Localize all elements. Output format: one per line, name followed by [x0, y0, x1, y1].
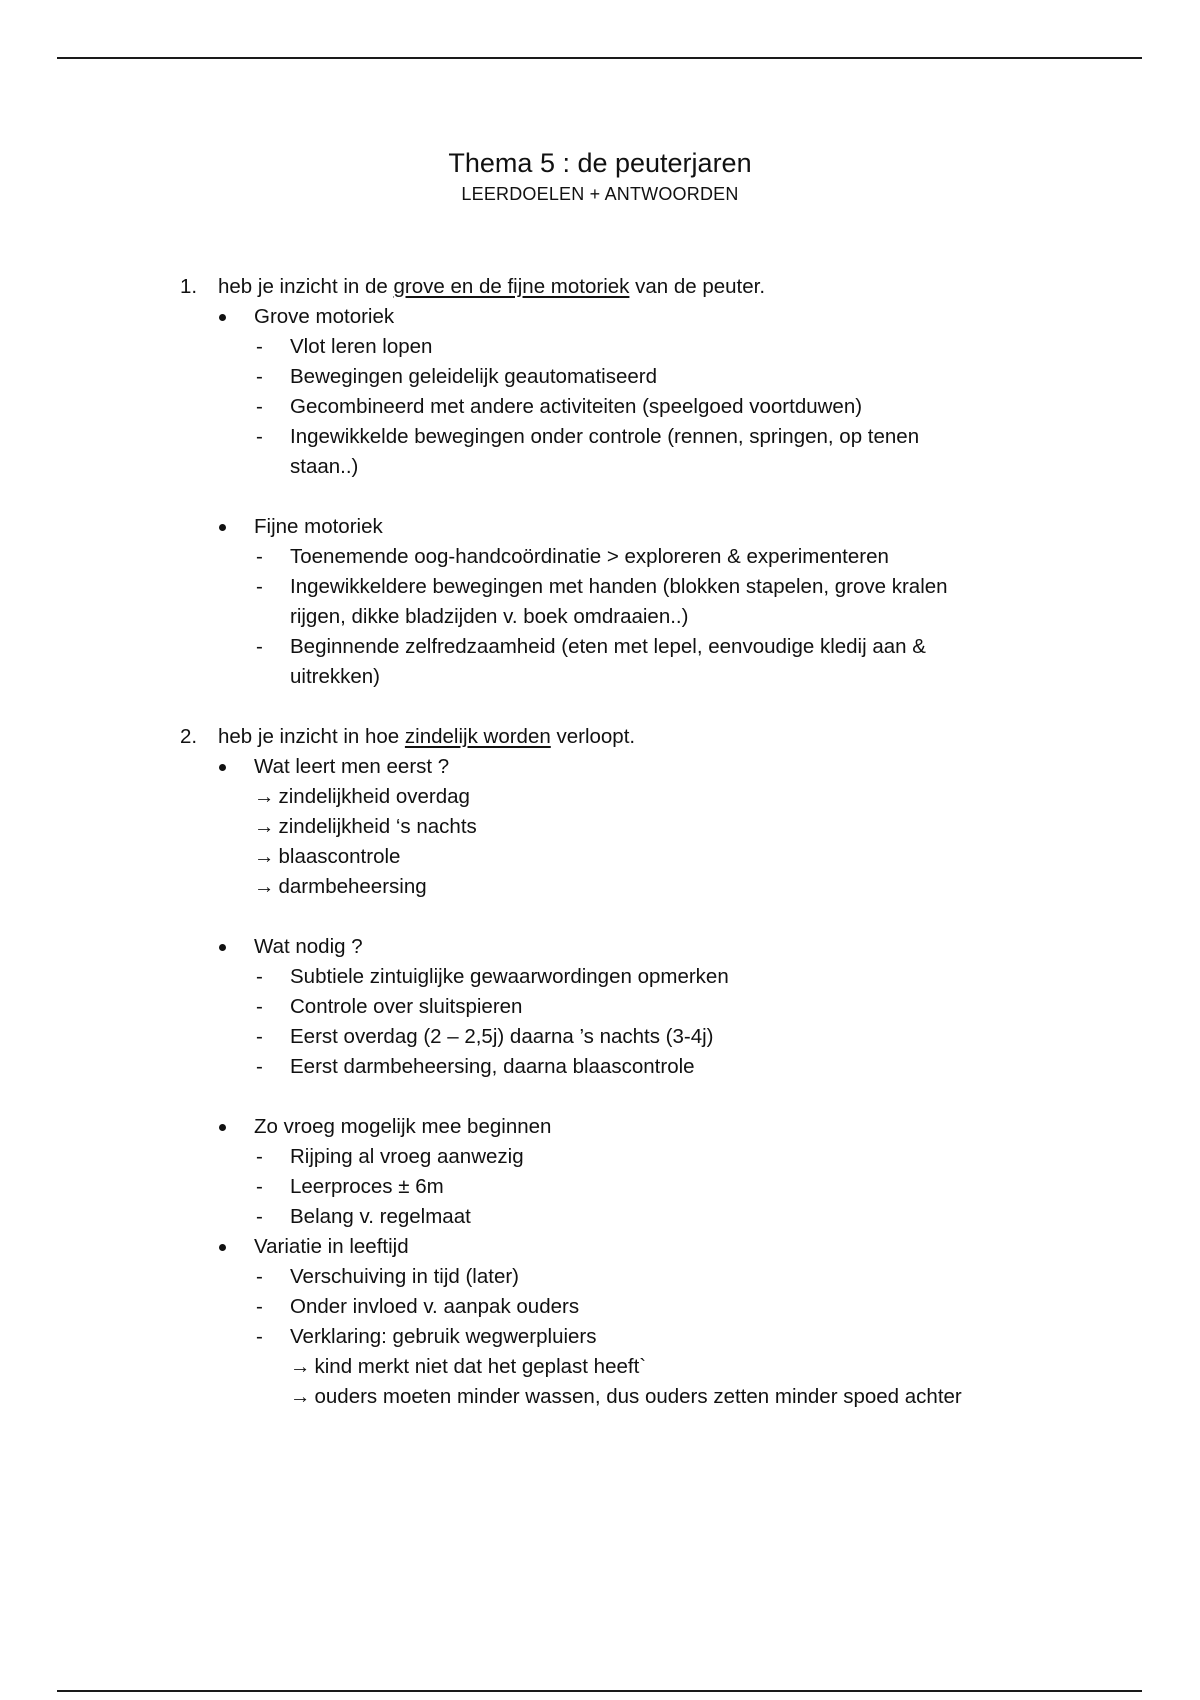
arrow-item	[0, 1382, 1200, 1412]
list-item-text: Beginnende zelfredzaamheid (eten met lepel, eenvoudige kledij aan &	[290, 635, 926, 658]
bullet-heading: Zo vroeg mogelijk mee beginnen	[254, 1115, 552, 1138]
bullet-icon	[219, 524, 226, 531]
title-block	[0, 146, 1200, 206]
arrow-item	[0, 842, 1200, 872]
arrow-item-text: kind merkt niet dat het geplast heeft`	[314, 1355, 647, 1378]
list-item	[0, 992, 1200, 1022]
list-item-text: Leerproces ± 6m	[290, 1175, 444, 1198]
arrow-item-text: darmbeheersing	[278, 875, 427, 898]
spacer	[0, 692, 1200, 722]
list-item-continuation	[0, 662, 1200, 692]
question-text	[218, 722, 635, 752]
dash-icon: -	[256, 1205, 263, 1228]
question-text-pre: heb je inzicht in de	[218, 275, 394, 298]
list-item	[0, 1292, 1200, 1322]
list-item-text: Vlot leren lopen	[290, 335, 433, 358]
arrow-item	[0, 1352, 1200, 1382]
question-text	[218, 272, 765, 302]
arrow-right-icon: →	[254, 845, 275, 868]
question-1	[0, 272, 1200, 302]
question-text-underlined: zindelijk worden	[404, 725, 551, 748]
bullet-grove-motoriek	[0, 302, 1200, 332]
list-item	[0, 1262, 1200, 1292]
list-item	[0, 392, 1200, 422]
list-item	[0, 362, 1200, 392]
list-item-text: Bewegingen geleidelijk geautomatiseerd	[290, 365, 657, 388]
bullet-icon	[219, 1124, 226, 1131]
list-item	[0, 962, 1200, 992]
arrow-right-icon: →	[254, 875, 275, 898]
question-text-pre: heb je inzicht in hoe	[218, 725, 405, 748]
list-item	[0, 572, 1200, 602]
list-item-text: Rijping al vroeg aanwezig	[290, 1145, 524, 1168]
arrow-right-icon: →	[290, 1385, 311, 1408]
list-item-text: Controle over sluitspieren	[290, 995, 523, 1018]
document-subtitle: LEERDOELEN + ANTWOORDEN	[461, 184, 739, 204]
top-rule	[57, 57, 1142, 59]
dash-icon: -	[256, 545, 263, 568]
list-item-continuation	[0, 602, 1200, 632]
bullet-icon	[219, 314, 226, 321]
bullet-fijne-motoriek	[0, 512, 1200, 542]
dash-icon: -	[256, 965, 263, 988]
dash-icon: -	[256, 995, 263, 1018]
list-item-text: staan..)	[290, 455, 359, 478]
question-text-underlined: grove en de fijne motoriek	[393, 275, 630, 298]
question-text-post: van de peuter.	[629, 275, 766, 298]
arrow-item-text: blaascontrole	[278, 845, 401, 868]
list-item	[0, 1172, 1200, 1202]
bullet-heading: Variatie in leeftijd	[254, 1235, 409, 1258]
question-number: 2.	[180, 725, 198, 748]
question-text-post: verloopt.	[550, 725, 636, 748]
dash-icon: -	[256, 635, 263, 658]
arrow-right-icon: →	[290, 1355, 311, 1378]
bullet-heading: Wat nodig ?	[254, 935, 363, 958]
list-item-text: Belang v. regelmaat	[290, 1205, 471, 1228]
list-item	[0, 422, 1200, 452]
bullet-heading: Fijne motoriek	[254, 515, 383, 538]
list-item-text: Eerst overdag (2 – 2,5j) daarna ’s nachts (3-4j)	[290, 1025, 714, 1048]
arrow-item-text: ouders moeten minder wassen, dus ouders zetten minder spoed achter	[314, 1385, 962, 1408]
dash-icon: -	[256, 1295, 263, 1318]
list-item-text: Eerst darmbeheersing, daarna blaascontrole	[290, 1055, 695, 1078]
list-item	[0, 1142, 1200, 1172]
arrow-right-icon: →	[254, 815, 275, 838]
list-item	[0, 1022, 1200, 1052]
document-body	[0, 272, 1200, 1412]
question-2	[0, 722, 1200, 752]
list-item-text: rijgen, dikke bladzijden v. boek omdraaien..)	[290, 605, 689, 628]
bullet-heading: Wat leert men eerst ?	[254, 755, 450, 778]
dash-icon: -	[256, 1055, 263, 1078]
dash-icon: -	[256, 335, 263, 358]
question-number: 1.	[180, 275, 198, 298]
list-item-text: uitrekken)	[290, 665, 381, 688]
list-item-text: Ingewikkelde bewegingen onder controle (rennen, springen, op tenen	[290, 425, 920, 448]
list-item	[0, 1052, 1200, 1082]
list-item	[0, 542, 1200, 572]
arrow-item	[0, 782, 1200, 812]
bullet-variatie-in-leeftijd	[0, 1232, 1200, 1262]
dash-icon: -	[256, 365, 263, 388]
document-title: Thema 5 : de peuterjaren	[448, 148, 752, 178]
spacer	[0, 902, 1200, 932]
bullet-icon	[219, 944, 226, 951]
dash-icon: -	[256, 1265, 263, 1288]
list-item-text: Verklaring: gebruik wegwerpluiers	[290, 1325, 597, 1348]
arrow-item	[0, 812, 1200, 842]
bullet-wat-leert-men-eerst	[0, 752, 1200, 782]
dash-icon: -	[256, 1025, 263, 1048]
spacer	[0, 1082, 1200, 1112]
list-item	[0, 1202, 1200, 1232]
list-item-text: Onder invloed v. aanpak ouders	[290, 1295, 580, 1318]
list-item-text: Ingewikkeldere bewegingen met handen (blokken stapelen, grove kralen	[290, 575, 948, 598]
dash-icon: -	[256, 1325, 263, 1348]
spacer	[0, 482, 1200, 512]
bullet-icon	[219, 1244, 226, 1251]
list-item	[0, 332, 1200, 362]
dash-icon: -	[256, 1145, 263, 1168]
dash-icon: -	[256, 575, 263, 598]
bottom-rule	[57, 1690, 1142, 1692]
arrow-item-text: zindelijkheid ‘s nachts	[278, 815, 477, 838]
list-item-text: Verschuiving in tijd (later)	[290, 1265, 520, 1288]
list-item-text: Toenemende oog-handcoördinatie > exploreren & experimenteren	[290, 545, 889, 568]
bullet-icon	[219, 764, 226, 771]
arrow-right-icon: →	[254, 785, 275, 808]
list-item-text: Subtiele zintuiglijke gewaarwordingen opmerken	[290, 965, 729, 988]
list-item	[0, 1322, 1200, 1352]
list-item-continuation	[0, 452, 1200, 482]
list-item-text: Gecombineerd met andere activiteiten (speelgoed voortduwen)	[290, 395, 863, 418]
bullet-wat-nodig	[0, 932, 1200, 962]
bullet-heading: Grove motoriek	[254, 305, 395, 328]
bullet-zo-vroeg-mogelijk	[0, 1112, 1200, 1142]
dash-icon: -	[256, 1175, 263, 1198]
arrow-item-text: zindelijkheid overdag	[278, 785, 470, 808]
dash-icon: -	[256, 395, 263, 418]
list-item	[0, 632, 1200, 662]
dash-icon: -	[256, 425, 263, 448]
arrow-item	[0, 872, 1200, 902]
